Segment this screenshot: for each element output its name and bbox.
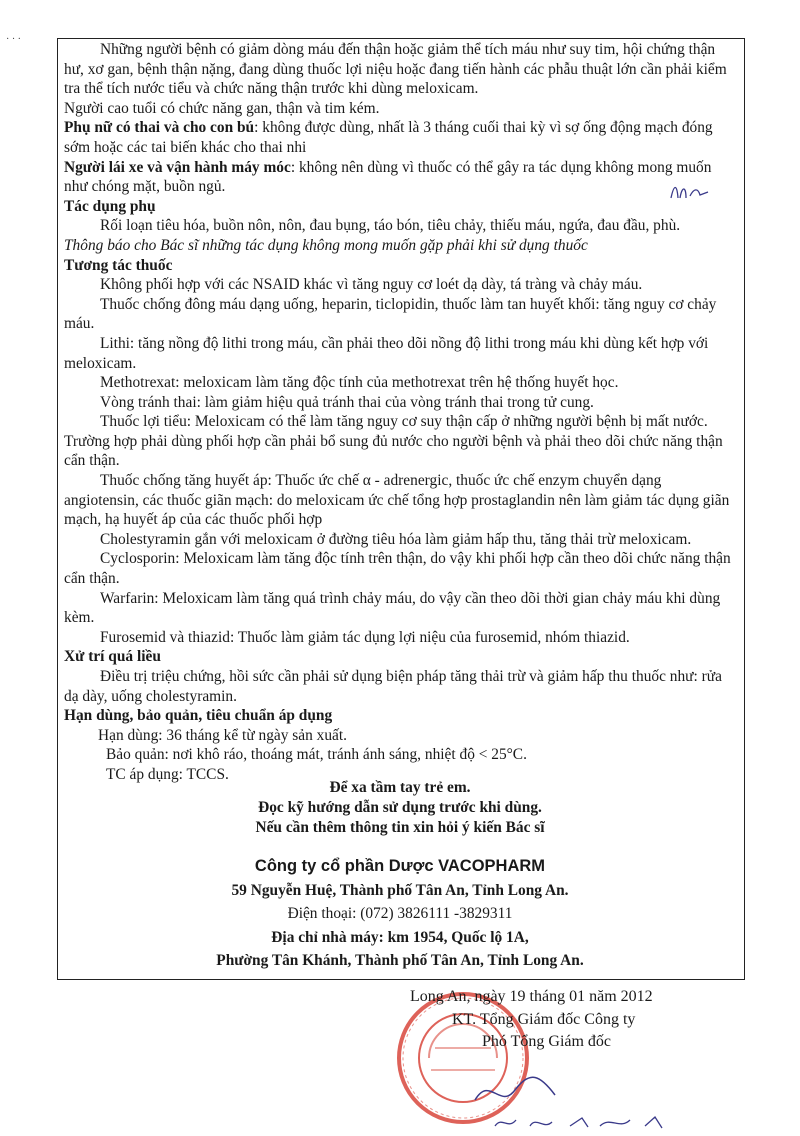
section-heading: Xử trí quá liều [64, 648, 161, 666]
paragraph: Người cao tuổi có chức năng gan, thận và tim kém. [64, 99, 380, 117]
company-phone: Điện thoại: (072) 3826111 -3829311 [287, 905, 513, 922]
company-block [57, 855, 743, 973]
signoff-title: KT. Tổng Giám đốc Công ty [452, 1010, 636, 1028]
paragraph-text: : không được dùng, nhất là 3 tháng cuối thai kỳ vì sợ ống động mạch đóng sớm hoặc các tai biến khác cho thai nhi [64, 119, 713, 156]
signoff-block [380, 986, 760, 1054]
signature-name-icon [490, 1112, 690, 1132]
signoff-date: Long An, ngày 19 tháng 01 năm 2012 [410, 988, 653, 1005]
paragraph-text: : không nên dùng vì thuốc có thể gây ra tác dụng không mong muốn như chóng mặt, buồn ngủ. [64, 158, 712, 196]
paragraph: Cholestyramin gắn với meloxicam ở đường tiêu hóa làm giảm hấp thu, tăng thải trừ meloxicam. [100, 530, 692, 548]
italic-note: Thông báo cho Bác sĩ những tác dụng không mong muốn gặp phải khi sử dụng thuốc [64, 236, 588, 254]
paragraph: Thuốc chống tăng huyết áp: Thuốc ức chế α - adrenergic, thuốc ức chế enzym chuyển dạng angiotensin, các thuốc giãn mạch: do meloxicam ức chế tổng hợp prostaglandin nên làm giảm tác dụng giãn mạch, hạ huyết áp của các thuốc phối hợp [64, 472, 730, 529]
paragraph: Cyclosporin: Meloxicam làm tăng độc tính trên thận, do vậy khi phối hợp cần theo dõi chức năng thận cẩn thận. [64, 550, 731, 588]
paragraph: Hạn dùng: 36 tháng kể từ ngày sản xuất. [98, 726, 347, 744]
document-body [64, 40, 736, 785]
paragraph: Furosemid và thiazid: Thuốc làm giảm tác dụng lợi niệu của furosemid, nhóm thiazid. [100, 628, 630, 646]
warning-line: Đọc kỹ hướng dẫn sử dụng trước khi dùng. [258, 799, 542, 816]
paragraph: Không phối hợp với các NSAID khác vì tăng nguy cơ loét dạ dày, tá tràng và chảy máu. [100, 276, 643, 294]
section-heading: Tương tác thuốc [64, 256, 173, 274]
inline-heading: Người lái xe và vận hành máy móc [64, 158, 291, 176]
paragraph: Rối loạn tiêu hóa, buồn nôn, nôn, đau bụng, táo bón, tiêu chảy, thiếu máu, ngứa, đau đầu, phù. [100, 217, 681, 235]
inline-heading: Phụ nữ có thai và cho con bú [64, 119, 255, 137]
corner-marks: · · · [6, 34, 21, 45]
paragraph: Methotrexat: meloxicam làm tăng độc tính của methotrexat trên hệ thống huyết học. [100, 374, 619, 392]
signature-icon [470, 1070, 560, 1110]
paragraph: TC áp dụng: TCCS. [106, 765, 229, 783]
paragraph: Warfarin: Meloxicam làm tăng quá trình chảy máu, do vậy cần theo dõi thời gian chảy máu khi dùng kèm. [64, 589, 721, 627]
paragraph: Thuốc lợi tiểu: Meloxicam có thể làm tăng nguy cơ suy thận cấp ở những người bệnh bị mất nước. Trường hợp phải dùng phối hợp cần phải bổ sung đủ nước cho người bệnh và phải theo dõi chức năng thận cẩn thận. [64, 413, 723, 470]
paragraph [64, 158, 736, 197]
handwritten-initial-icon [668, 180, 718, 204]
section-heading: Hạn dùng, bảo quản, tiêu chuẩn áp dụng [64, 707, 333, 725]
company-address: 59 Nguyễn Huệ, Thành phố Tân An, Tỉnh Long An. [231, 881, 569, 899]
factory-address: Địa chỉ nhà máy: km 1954, Quốc lộ 1A, [271, 928, 529, 946]
signoff-position: Phó Tổng Giám đốc [482, 1033, 612, 1050]
paragraph: Thuốc chống đông máu dạng uống, heparin, ticlopidin, thuốc làm tan huyết khối: tăng nguy cơ chảy máu. [64, 295, 717, 333]
warning-line: Nếu cần thêm thông tin xin hỏi ý kiến Bác sĩ [255, 819, 545, 836]
paragraph: Điều trị triệu chứng, hồi sức cần phải sử dụng biện pháp tăng thải trừ và giảm hấp thu thuốc như: rửa dạ dày, uống cholestyramin. [64, 668, 722, 705]
warning-line: Để xa tầm tay trẻ em. [329, 779, 471, 796]
paragraph: Những người bệnh có giảm dòng máu đến thận hoặc giảm thể tích máu như suy tim, hội chứng thận hư, xơ gan, bệnh thận nặng, đang dùng thuốc lợi niệu hoặc đang tiến hành các phẫu thuật lớn cần phải kiểm tra thể tích nước tiểu và chức năng thận trước khi dùng meloxicam. [64, 41, 727, 98]
section-heading: Tác dụng phụ [64, 197, 156, 215]
paragraph [64, 118, 736, 157]
paragraph: Lithi: tăng nồng độ lithi trong máu, cần phải theo dõi nồng độ lithi trong máu khi dùng kết hợp với meloxicam. [64, 334, 709, 372]
paragraph: Bảo quản: nơi khô ráo, thoáng mát, tránh ánh sáng, nhiệt độ < 25°C. [106, 746, 527, 764]
company-name: Công ty cổ phần Dược VACOPHARM [254, 857, 546, 875]
factory-address-2: Phường Tân Khánh, Thành phố Tân An, Tỉnh Long An. [216, 952, 584, 969]
warning-block [57, 778, 743, 838]
paragraph: Vòng tránh thai: làm giảm hiệu quả tránh thai của vòng tránh thai trong tử cung. [100, 393, 594, 411]
